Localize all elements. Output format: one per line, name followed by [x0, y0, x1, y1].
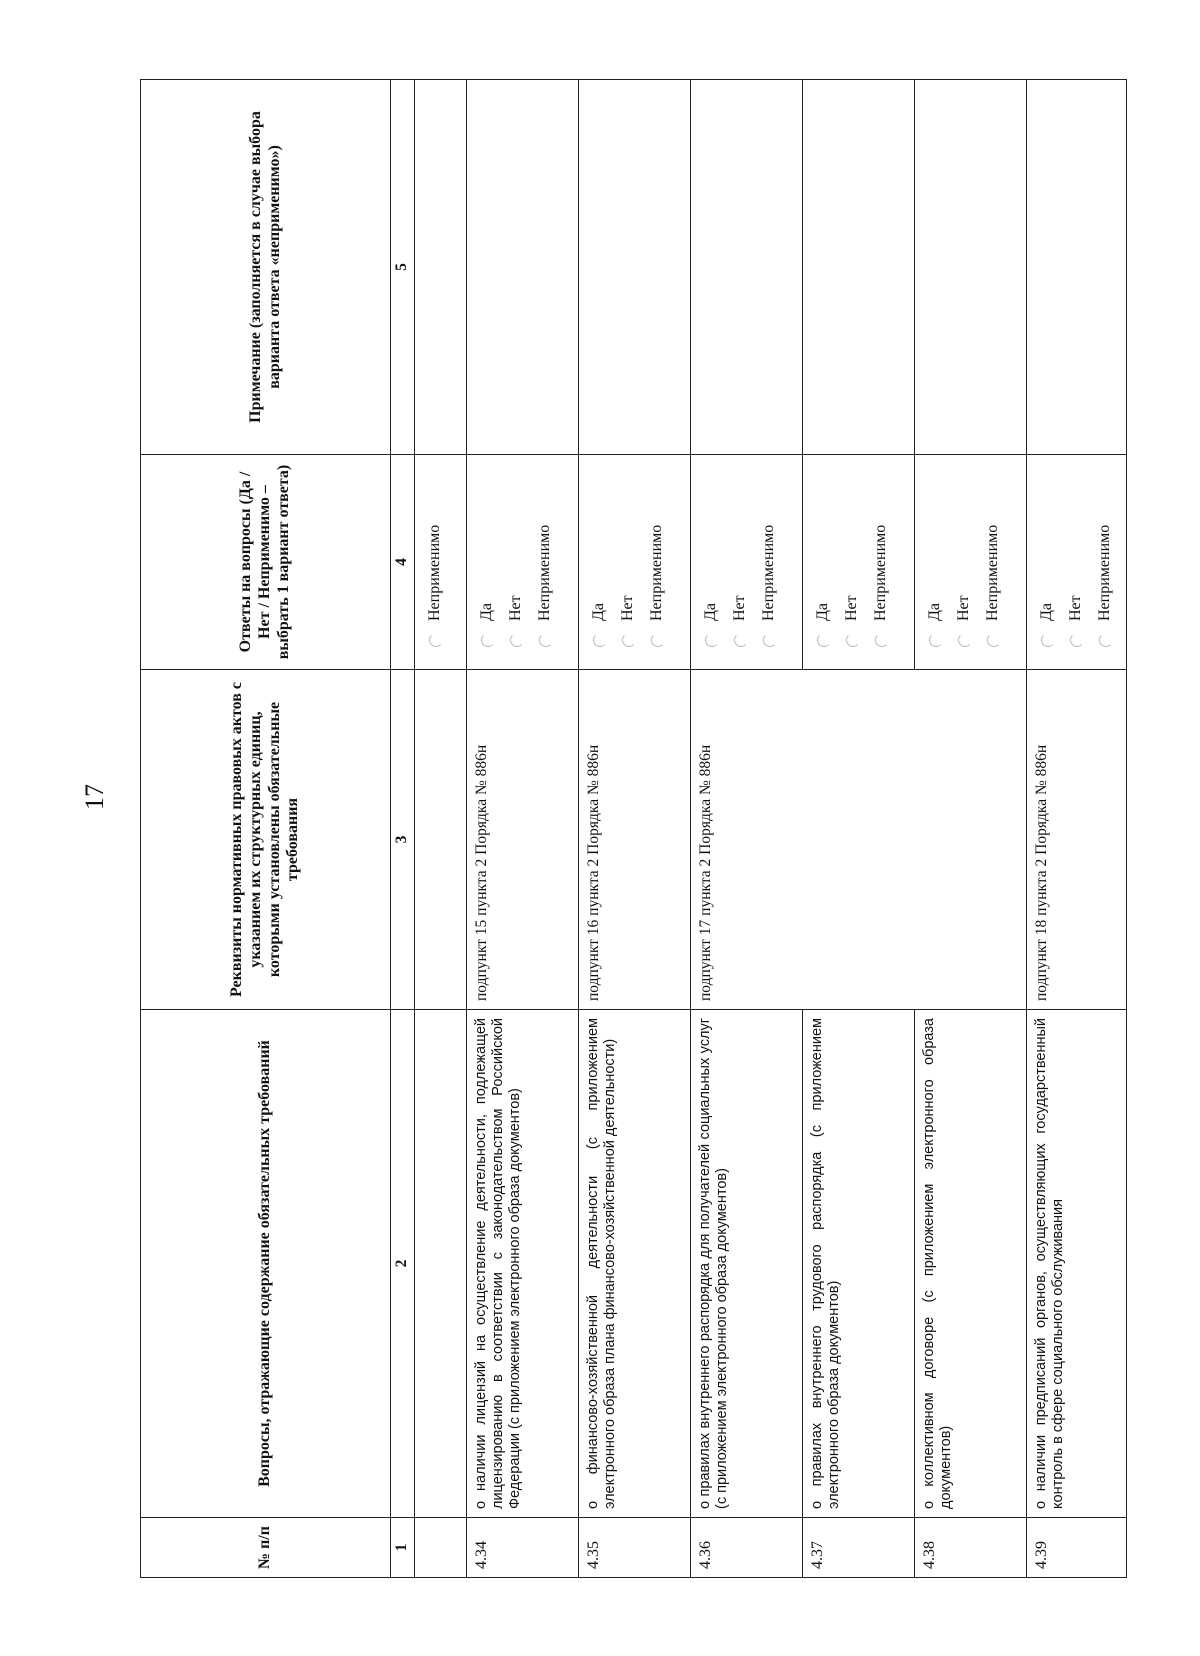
option-label: Неприменимо	[872, 524, 890, 621]
row-number: 4.36	[691, 1518, 803, 1578]
question-text: о финансово-хозяйственной деятельности (с приложением электронного образа плана финансово-хозяйственной деятельности)	[579, 1010, 691, 1518]
option-label: Неприменимо	[760, 524, 778, 621]
table-row	[1027, 80, 1127, 1578]
note-cell[interactable]	[915, 80, 1027, 455]
header-answers: Ответы на вопросы (Да / Нет / Неприменимо – выбрать 1 вариант ответа)	[141, 455, 391, 670]
table-row	[467, 80, 579, 1578]
option-label: Неприменимо	[536, 524, 554, 621]
radio-icon[interactable]	[539, 633, 553, 647]
answer-option-yes[interactable]	[921, 463, 950, 661]
row-number: 4.35	[579, 1518, 691, 1578]
row-number: 4.38	[915, 1518, 1027, 1578]
question-text: о правилах внутреннего распорядка для получателей социальных услуг (с приложением электронного образа документов)	[691, 1010, 803, 1518]
table-row-continued	[415, 80, 467, 1578]
answer-option-yes[interactable]	[697, 463, 726, 661]
column-number: 5	[391, 80, 415, 455]
column-number: 4	[391, 455, 415, 670]
table-row	[579, 80, 691, 1578]
option-label: Нет	[619, 595, 637, 621]
radio-icon[interactable]	[1041, 633, 1055, 647]
header-number: № п/п	[141, 1518, 391, 1578]
header-requisites: Реквизиты нормативных правовых актов с указанием их структурных единиц, которыми установлены обязательные требования	[141, 670, 391, 1010]
requisites-text: подпункт 17 пункта 2 Порядка № 886н	[691, 670, 1027, 1010]
option-label: Нет	[1067, 595, 1085, 621]
radio-icon[interactable]	[593, 633, 607, 647]
answer-option-no[interactable]	[502, 463, 531, 661]
radio-icon[interactable]	[705, 633, 719, 647]
option-label: Нет	[507, 595, 525, 621]
note-cell[interactable]	[803, 80, 915, 455]
radio-icon[interactable]	[817, 633, 831, 647]
note-cell[interactable]	[467, 80, 579, 455]
radio-icon[interactable]	[929, 633, 943, 647]
radio-icon[interactable]	[651, 633, 665, 647]
header-row	[141, 80, 391, 1578]
header-questions: Вопросы, отражающие содержание обязательных требований	[141, 1010, 391, 1518]
answer-option-no[interactable]	[614, 463, 643, 661]
answer-option-na[interactable]	[979, 463, 1008, 661]
radio-icon[interactable]	[875, 633, 889, 647]
answer-option-yes[interactable]	[585, 463, 614, 661]
option-label: Неприменимо	[1096, 524, 1114, 621]
radio-icon[interactable]	[1070, 633, 1084, 647]
note-cell[interactable]	[691, 80, 803, 455]
column-number: 3	[391, 670, 415, 1010]
answer-option-yes[interactable]	[1033, 463, 1062, 661]
radio-icon[interactable]	[622, 633, 636, 647]
answer-option-no[interactable]	[1062, 463, 1091, 661]
option-label: Да	[590, 602, 608, 621]
page-number: 17	[80, 784, 109, 810]
radio-icon[interactable]	[481, 633, 495, 647]
radio-icon[interactable]	[429, 633, 443, 647]
radio-icon[interactable]	[846, 633, 860, 647]
note-cell[interactable]	[1027, 80, 1127, 455]
rotated-table-frame	[140, 80, 1118, 1578]
header-notes: Примечание (заполняется в случае выбора варианта ответа «неприменимо»)	[141, 80, 391, 455]
question-text: о наличии лицензий на осуществление деятельности, подлежащей лицензированию в соответствии с законодательством Российской Федерации (с приложением электронного образа документов)	[467, 1010, 579, 1518]
row-number: 4.37	[803, 1518, 915, 1578]
radio-icon[interactable]	[958, 633, 972, 647]
requisites-text: подпункт 15 пункта 2 Порядка № 886н	[467, 670, 579, 1010]
row-number: 4.34	[467, 1518, 579, 1578]
option-label: Неприменимо	[648, 524, 666, 621]
requisites-text: подпункт 18 пункта 2 Порядка № 886н	[1027, 670, 1127, 1010]
question-text: о коллективном договоре (с приложением электронного образа документов)	[915, 1010, 1027, 1518]
answer-option-yes[interactable]	[809, 463, 838, 661]
option-label: Да	[702, 602, 720, 621]
row-number: 4.39	[1027, 1518, 1127, 1578]
requirements-table	[140, 79, 1127, 1578]
answer-option-no[interactable]	[950, 463, 979, 661]
option-label: Нет	[955, 595, 973, 621]
answer-option-na[interactable]	[531, 463, 560, 661]
answer-option-no[interactable]	[726, 463, 755, 661]
answer-option-na[interactable]	[867, 463, 896, 661]
answer-option-na[interactable]	[1091, 463, 1120, 661]
note-cell[interactable]	[579, 80, 691, 455]
requisites-text: подпункт 16 пункта 2 Порядка № 886н	[579, 670, 691, 1010]
answer-option-no[interactable]	[838, 463, 867, 661]
question-text: о наличии предписаний органов, осуществляющих государственный контроль в сфере социального обслуживания	[1027, 1010, 1127, 1518]
option-label: Нет	[843, 595, 861, 621]
answer-option-na[interactable]	[643, 463, 672, 661]
answer-option[interactable]	[421, 463, 450, 661]
option-label: Да	[1038, 602, 1056, 621]
column-number: 1	[391, 1518, 415, 1578]
radio-icon[interactable]	[987, 633, 1001, 647]
option-label: Да	[926, 602, 944, 621]
column-number-row	[391, 80, 415, 1578]
column-number: 2	[391, 1010, 415, 1518]
option-label: Нет	[731, 595, 749, 621]
table-row	[691, 80, 803, 1578]
option-label: Неприменимо	[426, 524, 444, 621]
radio-icon[interactable]	[763, 633, 777, 647]
radio-icon[interactable]	[1099, 633, 1113, 647]
answer-option-yes[interactable]	[473, 463, 502, 661]
option-label: Да	[478, 602, 496, 621]
option-label: Да	[814, 602, 832, 621]
option-label: Неприменимо	[984, 524, 1002, 621]
answer-option-na[interactable]	[755, 463, 784, 661]
radio-icon[interactable]	[510, 633, 524, 647]
radio-icon[interactable]	[734, 633, 748, 647]
question-text: о правилах внутреннего трудового распорядка (с приложением электронного образа документов)	[803, 1010, 915, 1518]
